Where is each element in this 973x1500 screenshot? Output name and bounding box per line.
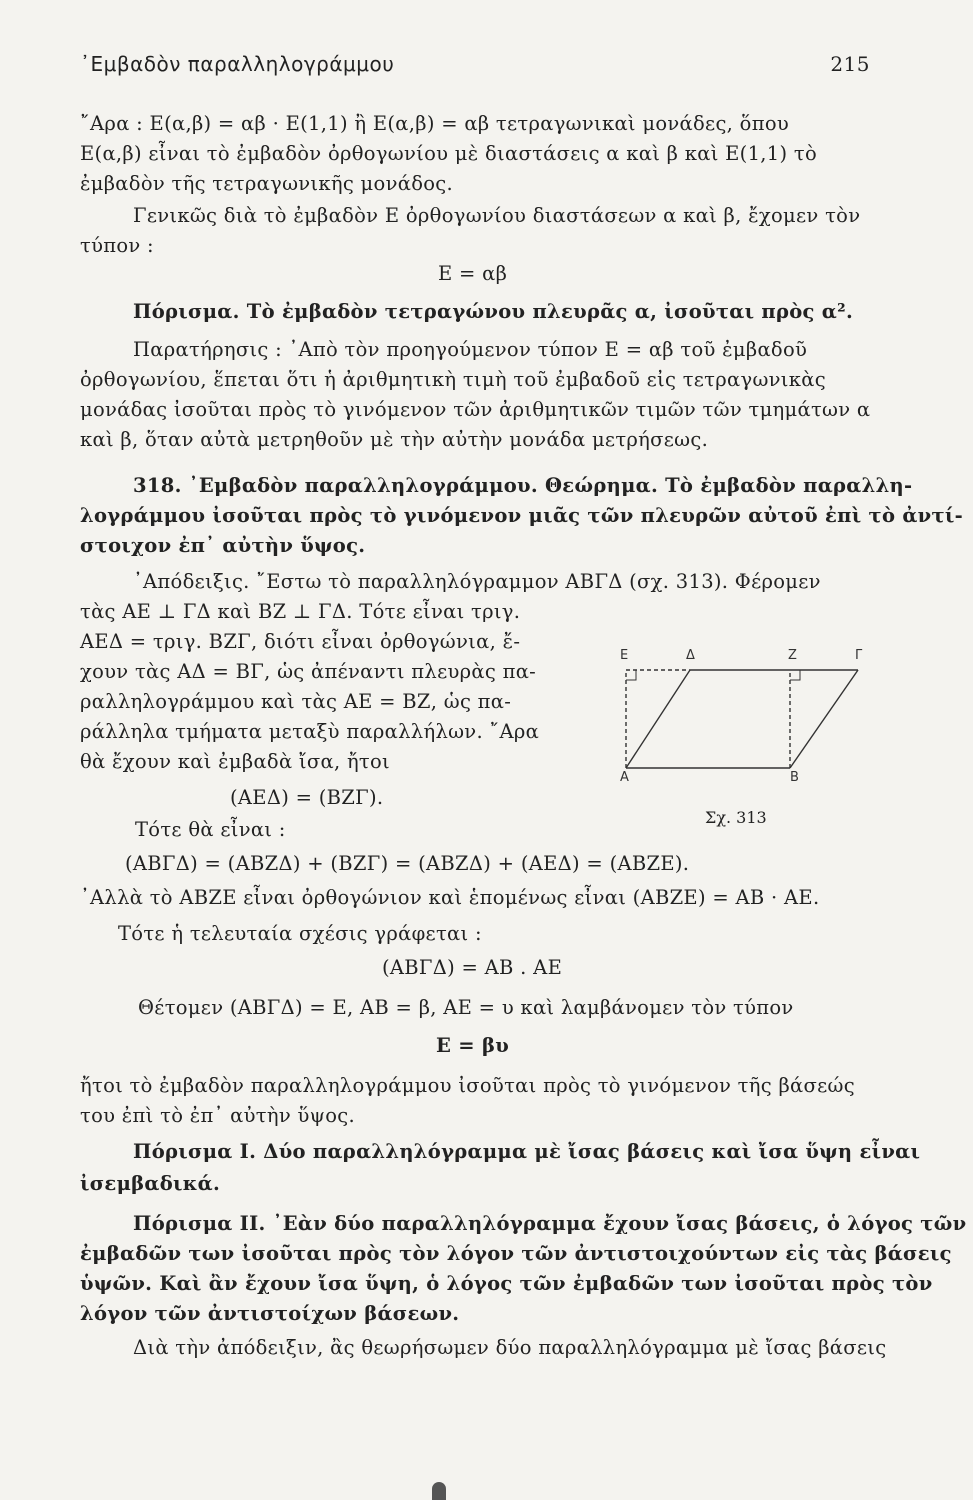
text-line: ραλληλογράμμου καὶ τὰς ΑΕ = ΒΖ, ὡς πα- <box>80 690 512 713</box>
remark-line: Παρατήρησις : ᾿Απὸ τὸν προηγούμενον τύπον Ε = αβ τοῦ ἐμβαδοῦ <box>133 338 808 361</box>
text-line: χουν τὰς ΑΔ = ΒΓ, ὡς ἀπέναντι πλευρὰς πα- <box>80 660 537 683</box>
corollary-1: Πόρισμα I. Δύο παραλληλόγραμμα μὲ ἴσας βάσεις καὶ ἴσα ὕψη εἶναι <box>133 1140 921 1163</box>
corollary-2-cont: λόγον τῶν ἀντιστοίχων βάσεων. <box>80 1302 460 1325</box>
label-g: Γ <box>855 648 863 663</box>
figure-caption: Σχ. 313 <box>705 808 767 827</box>
right-angle-z <box>790 670 800 680</box>
formula-e-by: Ε = βυ <box>436 1034 510 1057</box>
text-line: ὀρθογωνίου, ἕπεται ὅτι ἡ ἀριθμητικὴ τιμὴ τοῦ ἐμβαδοῦ εἰς τετραγωνικὰς <box>80 368 826 391</box>
theorem-text: λογράμμου ἰσοῦται πρὸς τὸ γινόμενον μιᾶς τῶν πλευρῶν αὐτοῦ ἐπὶ τὸ ἀντί- <box>80 504 964 527</box>
text-line: Διὰ τὴν ἀπόδειξιν, ἂς θεωρήσωμεν δύο παραλληλόγραμμα μὲ ἴσας βάσεις <box>133 1336 887 1359</box>
corollary-1-cont: ἰσεμβαδικά. <box>80 1172 221 1195</box>
corollary-2-cont: ἐμβαδῶν των ἰσοῦται πρὸς τὸν λόγον τῶν ἀντιστοιχούντων εἰς τὰς βάσεις <box>80 1242 952 1265</box>
proof-line: ᾿Απόδειξις. ῎Εστω τὸ παραλληλόγραμμον ΑΒΓΔ (σχ. 313). Φέρομεν <box>133 570 821 593</box>
text-line: ράλληλα τμήματα μεταξὺ παραλλήλων. ῎Αρα <box>80 720 540 743</box>
header-title: ᾿Εμβαδὸν παραλληλογράμμου <box>80 52 395 76</box>
text-line: ἤτοι τὸ ἐμβαδὸν παραλληλογράμμου ἰσοῦται πρὸς τὸ γινόμενον τῆς βάσεώς <box>80 1074 855 1097</box>
label-d: Δ <box>686 648 695 663</box>
text-line: τὰς ΑΕ ⊥ ΓΔ καὶ ΒΖ ⊥ ΓΔ. Τότε εἶναι τριγ. <box>80 600 521 623</box>
text-line: ἐμβαδὸν τῆς τετραγωνικῆς μονάδος. <box>80 172 453 195</box>
running-header <box>80 52 880 76</box>
right-angle-e <box>626 670 636 680</box>
equation-triangles: (ΑΕΔ) = (ΒΖΓ). <box>230 786 384 809</box>
theorem-heading: 318. ᾿Εμβαδὸν παραλληλογράμμου. Θεώρημα. Τὸ ἐμβαδὸν παραλλη- <box>133 474 913 497</box>
segment-bg <box>790 670 858 768</box>
text-line: του ἐπὶ τὸ ἐπ᾿ αὐτὴν ὕψος. <box>80 1104 356 1127</box>
segment-ad <box>626 670 690 768</box>
corollary-2: Πόρισμα II. ᾿Εὰν δύο παραλληλόγραμμα ἔχουν ἴσας βάσεις, ὁ λόγος τῶν <box>133 1212 967 1235</box>
text-line: ΑΕΔ = τριγ. ΒΖΓ, διότι εἶναι ὀρθογώνια, ἔ- <box>80 630 521 653</box>
label-z: Ζ <box>788 648 797 663</box>
label-a: Α <box>620 770 629 785</box>
equation-areas: (ΑΒΓΔ) = (ΑΒΖΔ) + (ΒΖΓ) = (ΑΒΖΔ) + (ΑΕΔ) = (ΑΒΖΕ). <box>125 852 690 875</box>
text-line: ᾿Αλλὰ τὸ ΑΒΖΕ εἶναι ὀρθογώνιον καὶ ἑπομένως εἶναι (ΑΒΖΕ) = ΑΒ · ΑΕ. <box>80 886 820 909</box>
theorem-text: στοιχον ἐπ᾿ αὐτὴν ὕψος. <box>80 534 366 557</box>
binding-mark <box>432 1482 446 1500</box>
text-line: Τότε ἡ τελευταία σχέσις γράφεται : <box>118 922 482 945</box>
text-line: καὶ β, ὅταν αὐτὰ μετρηθοῦν μὲ τὴν αὐτὴν μονάδα μετρήσεως. <box>80 428 709 451</box>
figure-313-parallelogram <box>590 640 880 800</box>
text-line: Ε(α,β) εἶναι τὸ ἐμβαδὸν ὀρθογωνίου μὲ διαστάσεις α καὶ β καὶ Ε(1,1) τὸ <box>80 142 818 165</box>
text-line: τύπον : <box>80 234 154 257</box>
page-number: 215 <box>830 52 870 76</box>
corollary-square: Πόρισμα. Τὸ ἐμβαδὸν τετραγώνου πλευρᾶς α, ἰσοῦται πρὸς α². <box>133 300 854 323</box>
label-b: Β <box>790 770 799 785</box>
label-e: Ε <box>620 648 629 663</box>
formula-e-ab: Ε = αβ <box>438 262 508 285</box>
text-line: Θέτομεν (ΑΒΓΔ) = Ε, ΑΒ = β, ΑΕ = υ καὶ λαμβάνομεν τὸν τύπον <box>138 996 794 1019</box>
text-line: μονάδας ἰσοῦται πρὸς τὸ γινόμενον τῶν ἀριθμητικῶν τιμῶν τῶν τμημάτων α <box>80 398 871 421</box>
corollary-2-cont: ὑψῶν. Καὶ ἂν ἔχουν ἴσα ὕψη, ὁ λόγος τῶν ἐμβαδῶν των ἰσοῦται πρὸς τὸν <box>80 1272 933 1295</box>
text-line: ῎Αρα : Ε(α,β) = αβ · Ε(1,1) ἢ Ε(α,β) = αβ τετραγωνικαὶ μονάδες, ὅπου <box>80 112 790 135</box>
text-line: Γενικῶς διὰ τὸ ἐμβαδὸν Ε ὀρθογωνίου διαστάσεων α καὶ β, ἔχομεν τὸν <box>133 204 861 227</box>
text-line: Τότε θὰ εἶναι : <box>135 818 286 841</box>
equation-abgd: (ΑΒΓΔ) = ΑΒ . ΑΕ <box>382 956 563 979</box>
text-line: θὰ ἔχουν καὶ ἐμβαδὰ ἴσα, ἤτοι <box>80 750 390 773</box>
